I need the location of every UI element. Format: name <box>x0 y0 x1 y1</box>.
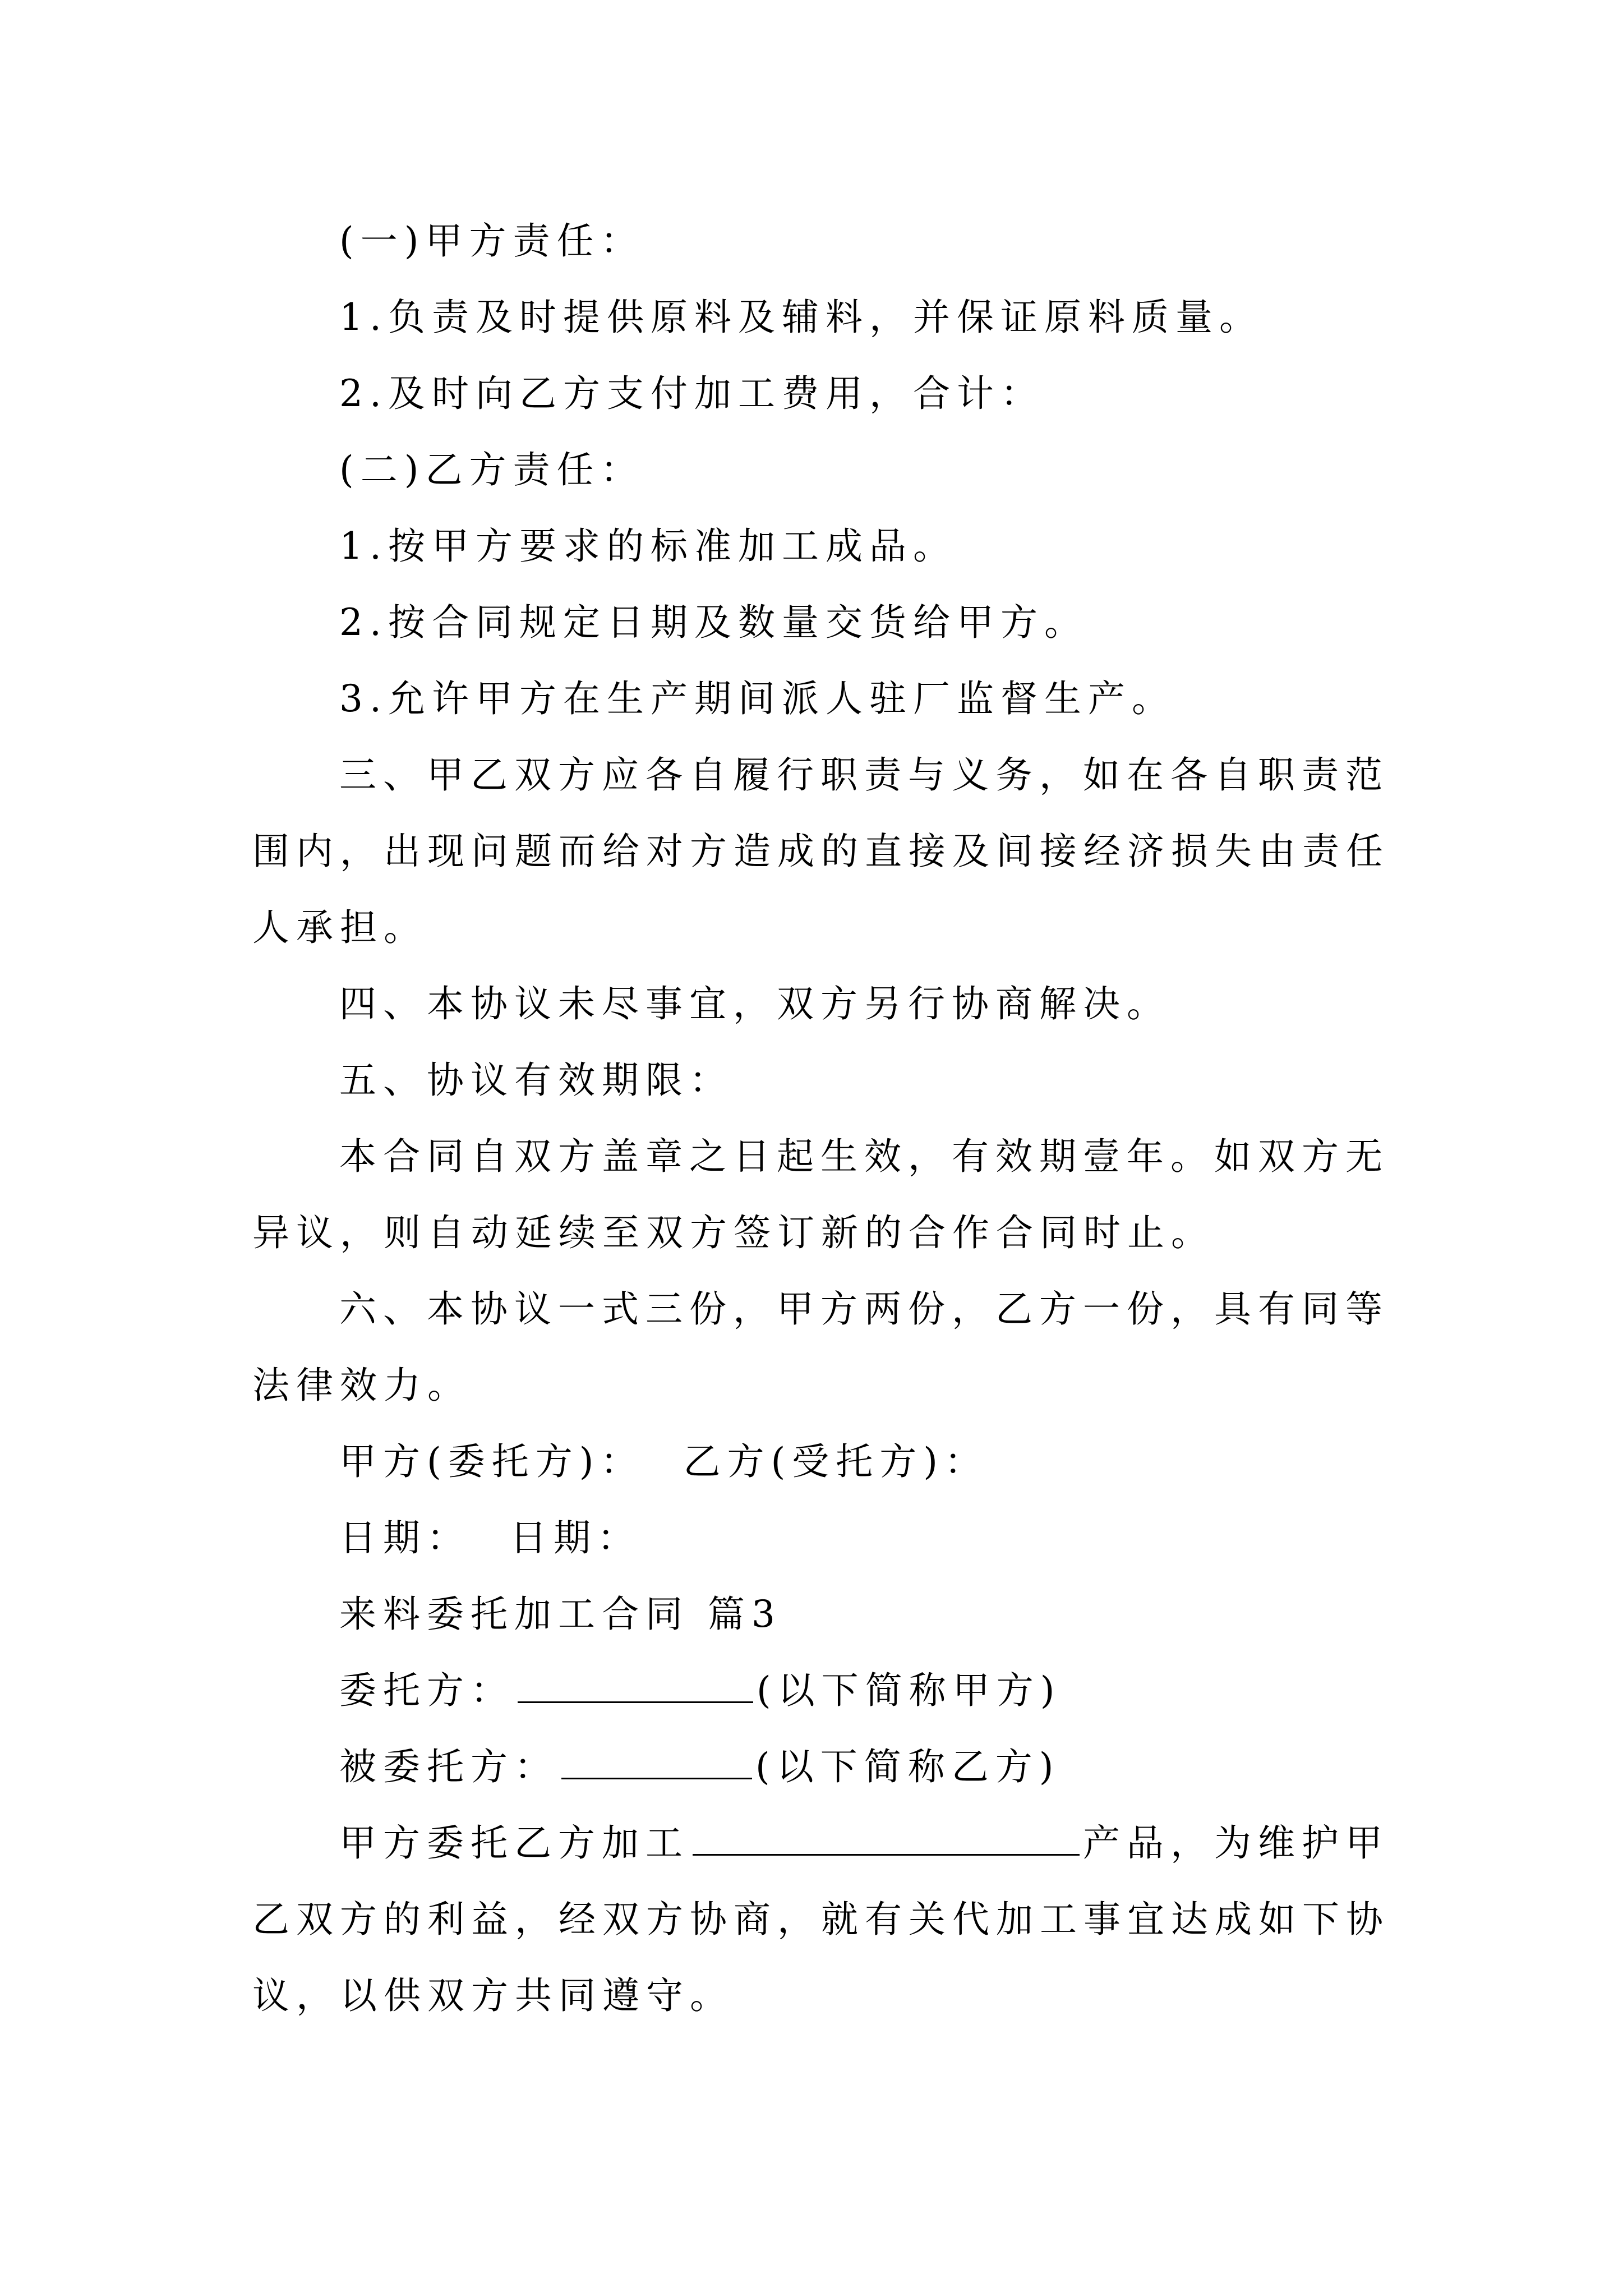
intro-line-2: 乙双方的利益，经双方协商，就有关代加工事宜达成如下协 <box>252 1898 1390 1941</box>
paragraph-clause-3-line-2: 围内，出现问题而给对方造成的直接及间接经济损失由责任 <box>252 830 1390 873</box>
section-title: 来料委托加工合同 篇3 <box>339 1593 782 1636</box>
signature-parties-line <box>252 1428 1467 1496</box>
product-name-blank <box>693 1817 1080 1856</box>
paragraph-party-a-duties-heading: (一)甲方责任： <box>339 219 644 263</box>
intro-line-1 <box>252 1810 1467 1877</box>
party-a-signature-label: 甲方(委托方)： <box>339 1440 644 1483</box>
paragraph-clause-3-line-1: 三、甲乙双方应各自履行职责与义务，如在各自职责范 <box>339 753 1389 797</box>
paragraph-party-b-duty-1: 1.按甲方要求的标准加工成品。 <box>339 524 957 568</box>
paragraph-clause-5-heading: 五、协议有效期限： <box>339 1059 733 1102</box>
intro-prefix: 甲方委托乙方加工 <box>339 1821 689 1865</box>
paragraph-clause-3-line-3: 人承担。 <box>252 906 427 949</box>
intro-line-3: 议，以供双方共同遵守。 <box>252 1974 734 2017</box>
paragraph-party-a-duty-2: 2.及时向乙方支付加工费用，合计： <box>339 372 1044 415</box>
intro-suffix: 产品，为维护甲 <box>1083 1821 1389 1865</box>
paragraph-party-b-duties-heading: (二)乙方责任： <box>339 448 644 491</box>
party-b-signature-label: 乙方(受托方)： <box>683 1440 988 1483</box>
client-name-blank <box>518 1664 753 1703</box>
paragraph-clause-6-line-2: 法律效力。 <box>252 1364 471 1407</box>
client-suffix: (以下简称甲方) <box>757 1669 1062 1712</box>
paragraph-clause-6-line-1: 六、本协议一式三份，甲方两份，乙方一份，具有同等 <box>339 1287 1389 1331</box>
party-a-date-label: 日期： <box>339 1516 471 1559</box>
contractor-name-blank <box>561 1741 752 1779</box>
paragraph-party-b-duty-2: 2.按合同规定日期及数量交货给甲方。 <box>339 601 1088 644</box>
party-b-date-label: 日期： <box>510 1516 641 1559</box>
contractor-suffix: (以下简称乙方) <box>755 1745 1061 1788</box>
client-line <box>252 1657 1467 1724</box>
paragraph-validity-line-2: 异议，则自动延续至双方签订新的合作合同时止。 <box>252 1211 1215 1254</box>
paragraph-party-a-duty-1: 1.负责及时提供原料及辅料，并保证原料质量。 <box>339 296 1263 339</box>
paragraph-clause-4: 四、本协议未尽事宜，双方另行协商解决。 <box>339 982 1170 1025</box>
paragraph-party-b-duty-3: 3.允许甲方在生产期间派人驻厂监督生产。 <box>339 677 1175 720</box>
contractor-label: 被委托方： <box>339 1745 558 1788</box>
client-label: 委托方： <box>339 1669 514 1712</box>
contractor-line <box>252 1733 1467 1801</box>
signature-dates-line <box>252 1504 1467 1572</box>
paragraph-validity-line-1: 本合同自双方盖章之日起生效，有效期壹年。如双方无 <box>339 1135 1389 1178</box>
